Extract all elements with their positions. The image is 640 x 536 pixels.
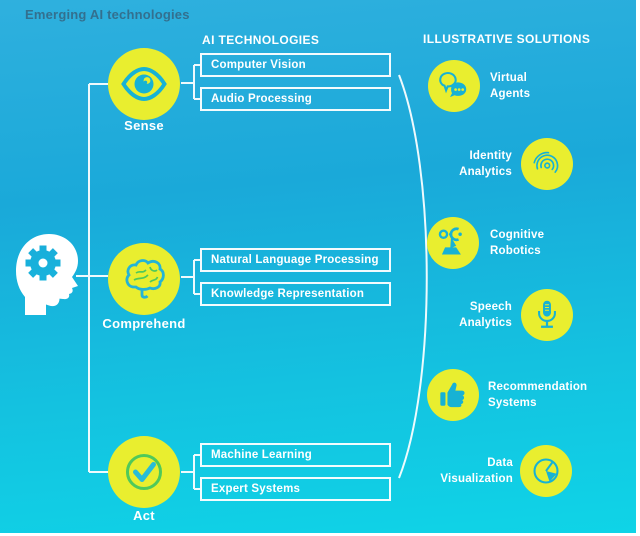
tech-box-audio-processing bbox=[200, 87, 391, 111]
data-visualization-label bbox=[383, 455, 513, 487]
checkmark-icon bbox=[120, 448, 168, 496]
label-line: Systems bbox=[488, 397, 537, 409]
technologies-header: AI TECHNOLOGIES bbox=[202, 33, 320, 47]
label-line: Recommendation bbox=[488, 381, 588, 393]
act-bracket bbox=[181, 455, 200, 489]
recommendation-systems-label bbox=[488, 379, 618, 411]
speech-analytics-label bbox=[392, 299, 512, 331]
cognitive-robotics-label bbox=[490, 227, 610, 259]
data-visualization-circle bbox=[520, 445, 572, 497]
tech-box-knowledge-representation bbox=[200, 282, 391, 306]
tech-box-label: Computer Vision bbox=[211, 59, 306, 71]
tech-box-label: Audio Processing bbox=[211, 93, 312, 105]
identity-analytics-label bbox=[392, 148, 512, 180]
fingerprint-icon bbox=[528, 145, 566, 183]
brain-icon bbox=[120, 255, 168, 303]
tech-box-computer-vision bbox=[200, 53, 391, 77]
speech-analytics-circle bbox=[521, 289, 573, 341]
label-line: Data bbox=[487, 457, 513, 469]
chat-bubbles-icon bbox=[435, 67, 473, 105]
virtual-agents-label bbox=[490, 70, 610, 102]
page-title: Emerging AI technologies bbox=[25, 7, 190, 22]
act-label: Act bbox=[133, 508, 155, 523]
microphone-icon bbox=[528, 296, 566, 334]
label-line: Visualization bbox=[440, 473, 513, 485]
act-circle bbox=[108, 436, 180, 508]
label-line: Speech bbox=[469, 301, 512, 313]
label-line: Agents bbox=[490, 88, 531, 100]
thumbs-up-icon bbox=[434, 376, 472, 414]
recommendation-systems-circle bbox=[427, 369, 479, 421]
pie-chart-icon bbox=[527, 452, 565, 490]
virtual-agents-circle bbox=[428, 60, 480, 112]
tech-box-label: Knowledge Representation bbox=[211, 288, 365, 300]
tech-box-label: Natural Language Processing bbox=[211, 254, 379, 266]
cognitive-robotics-circle bbox=[427, 217, 479, 269]
head-gear-icon bbox=[12, 227, 82, 315]
label-line: Analytics bbox=[459, 317, 512, 329]
tech-box-label: Machine Learning bbox=[211, 449, 312, 461]
eye-icon bbox=[120, 60, 168, 108]
label-line: Cognitive bbox=[490, 229, 545, 241]
solutions-header: ILLUSTRATIVE SOLUTIONS bbox=[423, 32, 591, 46]
tech-box-label: Expert Systems bbox=[211, 483, 301, 495]
tech-box-expert-systems bbox=[200, 477, 391, 501]
comprehend-circle bbox=[108, 243, 180, 315]
identity-analytics-circle bbox=[521, 138, 573, 190]
tech-box-machine-learning bbox=[200, 443, 391, 467]
label-line: Robotics bbox=[490, 245, 541, 257]
robot-arm-icon bbox=[434, 224, 472, 262]
tech-box-natural-language-processing bbox=[200, 248, 391, 272]
label-line: Virtual bbox=[490, 72, 527, 84]
label-line: Identity bbox=[469, 150, 512, 162]
label-line: Analytics bbox=[459, 166, 512, 178]
sense-bracket bbox=[181, 65, 200, 99]
comprehend-label: Comprehend bbox=[102, 316, 186, 331]
sense-label: Sense bbox=[124, 118, 164, 133]
comprehend-bracket bbox=[181, 260, 200, 294]
technologies-to-solutions-curve bbox=[399, 75, 427, 478]
sense-circle bbox=[108, 48, 180, 120]
